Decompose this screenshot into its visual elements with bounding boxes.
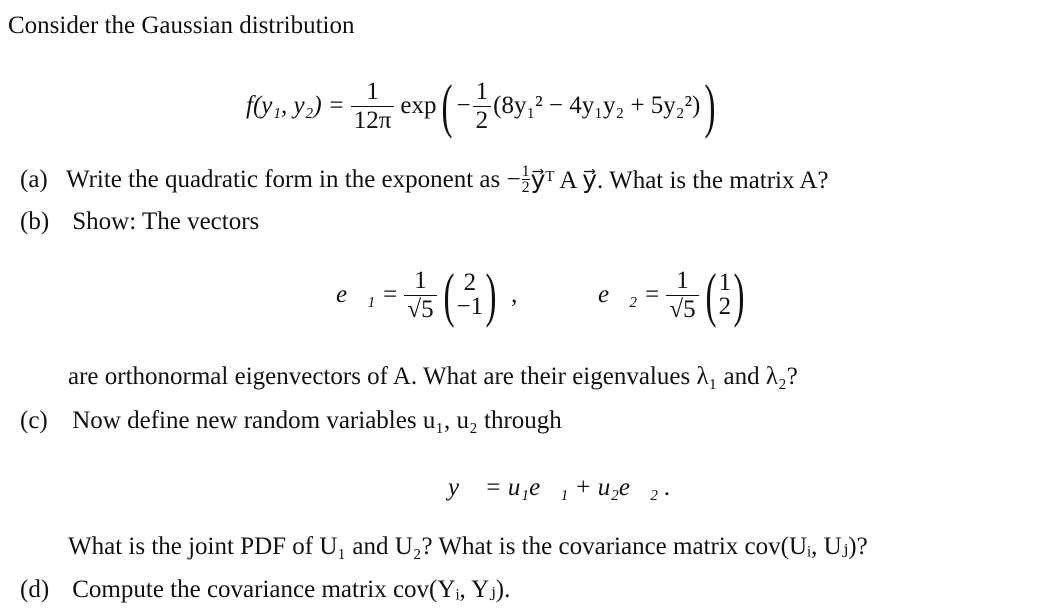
eq1-prefactor: $\frac{1}{12\pi}$ xyxy=(351,78,395,135)
eq1-close-paren: ) xyxy=(704,73,716,139)
e1-components: 2 −1 xyxy=(456,269,484,320)
part-a xyxy=(20,164,829,195)
e2-lhs: e⃗₂ = xyxy=(598,281,661,308)
e1-close-paren: ) xyxy=(485,262,497,328)
part-d-text: Compute the covariance matrix cov(Yᵢ, Yⱼ). xyxy=(72,576,511,603)
gaussian-equation xyxy=(246,66,720,146)
e2-close-paren: ) xyxy=(733,262,745,328)
e1-lhs: e⃗₁ = xyxy=(336,281,399,308)
part-c xyxy=(20,407,562,435)
part-a-text-after: y⃗ᵀ A y⃗. What is the matrix A? xyxy=(530,166,829,194)
part-c-text: Now define new random variables u₁, u₂ through xyxy=(72,407,562,434)
part-b xyxy=(20,208,259,236)
e1-open-paren: ( xyxy=(443,262,455,328)
part-d-label: (d) xyxy=(20,576,50,603)
part-c-followup: What is the joint PDF of U₁ and U₂? What is the covariance matrix cov(Uᵢ, Uⱼ)? xyxy=(68,533,868,560)
part-c-label: (c) xyxy=(20,407,48,434)
eq1-half: $\frac{1}{2}$ xyxy=(473,78,492,135)
part-d xyxy=(20,574,510,604)
e1-norm: $\frac{1}{√5}$ xyxy=(404,267,436,324)
part-a-label: (a) xyxy=(20,165,48,193)
e2-norm: $\frac{1}{√5}$ xyxy=(666,267,698,324)
part-c-equation: y⃗ = u₁e⃗₁ + u₂e⃗₂ . xyxy=(448,474,671,501)
eq1-exp: exp xyxy=(400,92,437,119)
part-a-text-before: Write the quadratic form in the exponent as − xyxy=(66,165,521,193)
eigenvector-2 xyxy=(598,262,749,328)
e1-comma: , xyxy=(511,281,518,308)
part-a-half: $\frac{1}{2}$ xyxy=(521,163,530,196)
e2-open-paren: ( xyxy=(705,262,717,328)
intro-text: Consider the Gaussian distribution xyxy=(8,12,355,39)
eigenvector-1 xyxy=(336,262,517,328)
eq1-lhs: f(y₁, y₂) = xyxy=(246,92,345,119)
e2-components: 1 2 xyxy=(718,269,732,320)
eq1-minus: − xyxy=(456,92,471,119)
part-b-label: (b) xyxy=(20,208,50,235)
part-b-text: Show: The vectors xyxy=(72,208,260,235)
part-b-followup: are orthonormal eigenvectors of A. What are their eigenvalues λ₁ and λ₂? xyxy=(68,363,798,390)
eq1-quadratic: (8y₁² − 4y₁y₂ + 5y₂²) xyxy=(493,92,701,119)
eq1-open-paren: ( xyxy=(441,73,453,139)
